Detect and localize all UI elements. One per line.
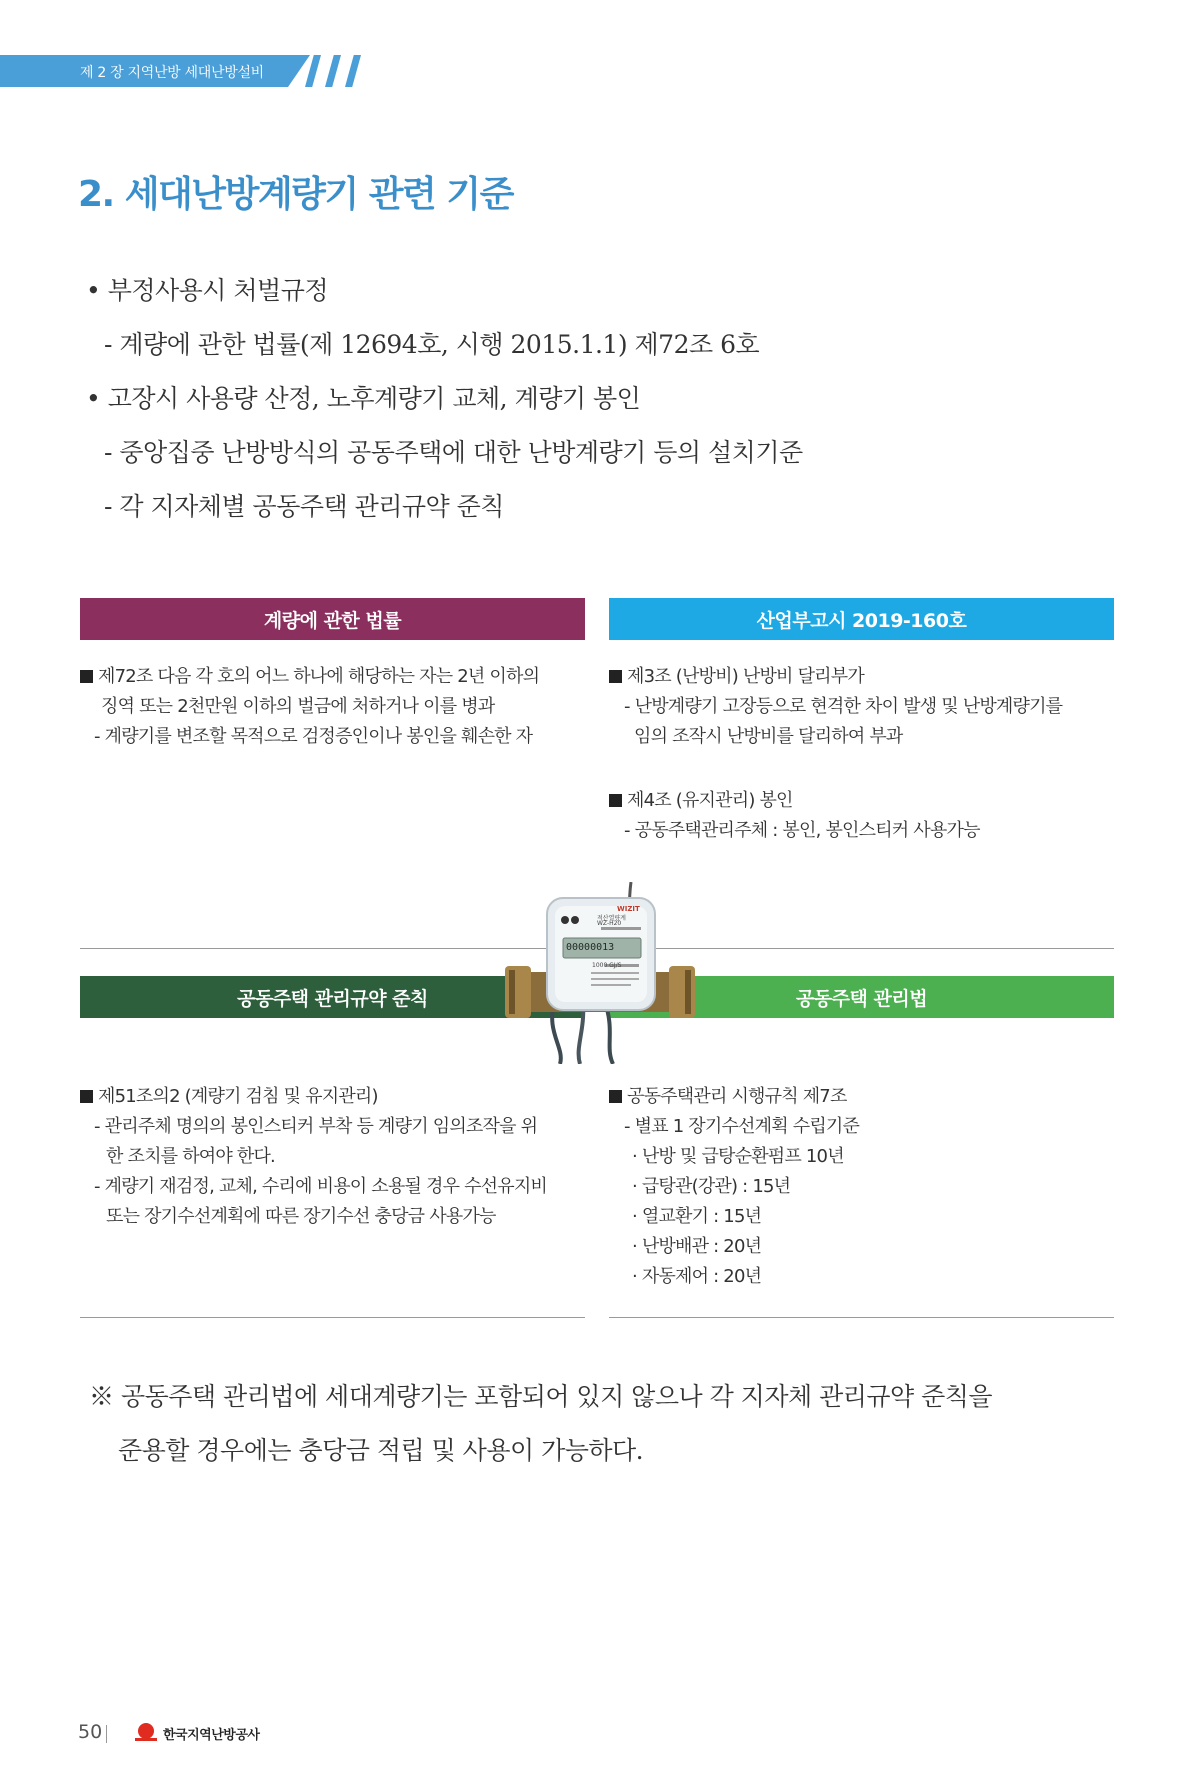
box-item: - 계량기를 변조할 목적으로 검정증인이나 봉인을 훼손한 자 [94,726,533,747]
box-item: 제4조 (유지관리) 봉인 [609,786,793,816]
bullet-subitem: - 각 지자체별 공동주택 관리규약 준칙 [104,492,504,521]
note-text: 준용할 경우에는 충당금 적립 및 사용이 가능하다. [118,1436,644,1465]
box-item: - 별표 1 장기수선계획 수립기준 [624,1116,860,1137]
box-item: 공동주택관리 시행규칙 제7조 [609,1082,847,1112]
box-item: 또는 장기수선계획에 따른 장기수선 충당금 사용가능 [106,1206,496,1227]
footer-separator [106,1725,107,1743]
square-bullet-icon [609,794,622,807]
notice-box-header: 산업부고시 2019-160호 [609,598,1114,640]
heat-meter-image [505,882,695,1064]
company-logo-icon [134,1722,158,1744]
regulation-box-header: 공동주택 관리규약 준칙 [80,976,585,1018]
box-item: 제3조 (난방비) 난방비 달리부가 [609,662,864,692]
housing-law-box-header: 공동주택 관리법 [609,976,1114,1018]
box-item: 제51조의2 (계량기 검침 및 유지관리) [80,1082,378,1112]
box-item: - 관리주체 명의의 봉인스티커 부착 등 계량기 임의조작을 위 [94,1116,538,1137]
bullet-subitem: - 중앙집중 난방방식의 공동주택에 대한 난방계량기 등의 설치기준 [104,438,803,467]
box-item: 징역 또는 2천만원 이하의 벌금에 처하거나 이를 병과 [101,696,495,717]
section-title: 2. 세대난방계량기 관련 기준 [78,174,513,215]
box-item: - 공동주택관리주체 : 봉인, 봉인스티커 사용가능 [624,820,980,841]
box-item: - 난방계량기 고장등으로 현격한 차이 발생 및 난방계량기를 [624,696,1063,717]
square-bullet-icon [80,1090,93,1103]
box-item: · 난방배관 : 20년 [632,1236,762,1257]
box-item: 제72조 다음 각 호의 어느 하나에 해당하는 자는 2년 이하의 [80,662,539,692]
square-bullet-icon [609,1090,622,1103]
company-name: 한국지역난방공사 [163,1728,260,1743]
meter-brand: WIZIT [617,905,640,913]
divider [609,1317,1114,1318]
decorative-stripe [305,55,321,87]
note-text: ※ 공동주택 관리법에 세대계량기는 포함되어 있지 않으나 각 지자체 관리규약 준칙을 [89,1382,993,1411]
box-item: · 급탕관(강관) : 15년 [632,1176,791,1197]
page-number: 50 [78,1721,103,1743]
box-item: · 열교환기 : 15년 [632,1206,762,1227]
box-item: 임의 조작시 난방비를 달리하여 부과 [634,726,903,747]
meter-model: WZ-H20 [597,920,622,927]
box-item: · 난방 및 급탕순환펌프 10년 [632,1146,844,1167]
bullet-item: • 부정사용시 처벌규정 [86,276,328,305]
bullet-subitem: - 계량에 관한 법률(제 12694호, 시행 2015.1.1) 제72조 6호 [104,330,760,359]
meter-spec: 1000 GJ/S [592,962,622,969]
meter-label: 적산열량계 [597,915,626,922]
square-bullet-icon [609,670,622,683]
square-bullet-icon [80,670,93,683]
box-item: 한 조치를 하여야 한다. [106,1146,275,1167]
decorative-stripe [345,55,361,87]
chapter-label: 제 2 장 지역난방 세대난방설비 [80,65,264,81]
meter-reading: 00000013 [566,942,615,953]
divider [80,1317,585,1318]
law-box-header: 계량에 관한 법률 [80,598,585,640]
bullet-item: • 고장시 사용량 산정, 노후계량기 교체, 계량기 봉인 [86,384,641,413]
box-item: · 자동제어 : 20년 [632,1266,762,1287]
decorative-stripe [325,55,341,87]
box-item: - 계량기 재검정, 교체, 수리에 비용이 소용될 경우 수선유지비 [94,1176,548,1197]
